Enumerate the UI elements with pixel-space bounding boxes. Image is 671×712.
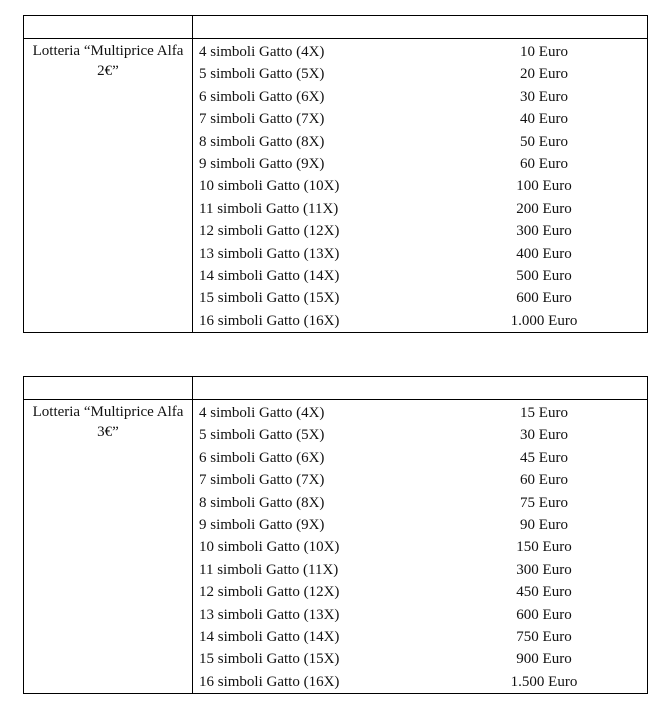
prize-amount: 300 Euro	[516, 561, 572, 578]
prize-table-2-euro	[23, 15, 648, 333]
symbol-count: 15 simboli Gatto (15X)	[199, 290, 340, 307]
header-cell-empty	[24, 377, 193, 400]
prize-amount: 1.000 Euro	[510, 312, 578, 329]
prize-row	[193, 310, 647, 332]
symbol-count: 5 simboli Gatto (5X)	[199, 427, 325, 444]
prize-row	[193, 424, 647, 446]
prize-amount: 1.500 Euro	[510, 673, 578, 690]
header-cell-empty	[24, 16, 193, 39]
prize-amount: 75 Euro	[520, 494, 568, 511]
prize-amount: 750 Euro	[516, 628, 572, 645]
table-header-row	[24, 16, 648, 39]
table-body-row	[24, 400, 648, 694]
prize-amount: 90 Euro	[520, 516, 568, 533]
prize-row	[193, 604, 647, 626]
prize-row	[193, 198, 647, 220]
symbol-count: 5 simboli Gatto (5X)	[199, 66, 325, 83]
prize-amount: 600 Euro	[516, 290, 572, 307]
prize-row	[193, 581, 647, 603]
prize-row	[193, 153, 647, 175]
prize-amount: 60 Euro	[520, 472, 568, 489]
prize-list	[193, 39, 648, 333]
prize-row	[193, 63, 647, 85]
prize-amount: 600 Euro	[516, 606, 572, 623]
prize-row	[193, 41, 647, 63]
prize-row	[193, 108, 647, 130]
prize-amount: 900 Euro	[516, 651, 572, 668]
symbol-count: 11 simboli Gatto (11X)	[199, 561, 339, 578]
lottery-label: Lotteria “Multiprice Alfa 2€”	[24, 39, 193, 333]
prize-amount: 60 Euro	[520, 155, 568, 172]
symbol-count: 8 simboli Gatto (8X)	[199, 133, 325, 150]
symbol-count: 13 simboli Gatto (13X)	[199, 606, 340, 623]
prize-amount: 100 Euro	[516, 178, 572, 195]
header-cell-empty	[193, 377, 648, 400]
symbol-count: 6 simboli Gatto (6X)	[199, 88, 325, 105]
prize-amount: 200 Euro	[516, 200, 572, 217]
prize-row	[193, 648, 647, 670]
prize-amount: 20 Euro	[520, 66, 568, 83]
prize-row	[193, 492, 647, 514]
prize-row	[193, 265, 647, 287]
symbol-count: 14 simboli Gatto (14X)	[199, 267, 340, 284]
prize-amount: 30 Euro	[520, 427, 568, 444]
prize-row	[193, 175, 647, 197]
prize-list	[193, 400, 648, 694]
prize-amount: 45 Euro	[520, 449, 568, 466]
prize-amount: 10 Euro	[520, 44, 568, 60]
prize-row	[193, 402, 647, 424]
symbol-count: 9 simboli Gatto (9X)	[199, 516, 325, 533]
table-header-row	[24, 377, 648, 400]
symbol-count: 16 simboli Gatto (16X)	[199, 312, 340, 329]
symbol-count: 6 simboli Gatto (6X)	[199, 449, 325, 466]
prize-row	[193, 447, 647, 469]
prize-amount: 30 Euro	[520, 88, 568, 105]
symbol-count: 4 simboli Gatto (4X)	[199, 44, 325, 60]
prize-row	[193, 626, 647, 648]
prize-amount: 40 Euro	[520, 111, 568, 128]
prize-row	[193, 243, 647, 265]
prize-amount: 450 Euro	[516, 584, 572, 601]
prize-row	[193, 514, 647, 536]
header-cell-empty	[193, 16, 648, 39]
symbol-count: 12 simboli Gatto (12X)	[199, 584, 340, 601]
symbol-count: 10 simboli Gatto (10X)	[199, 539, 340, 556]
prize-row	[193, 131, 647, 153]
lottery-label: Lotteria “Multiprice Alfa 3€”	[24, 400, 193, 694]
symbol-count: 9 simboli Gatto (9X)	[199, 155, 325, 172]
prize-amount: 400 Euro	[516, 245, 572, 262]
prize-row	[193, 469, 647, 491]
symbol-count: 4 simboli Gatto (4X)	[199, 405, 325, 421]
prize-table-3-euro	[23, 376, 648, 694]
symbol-count: 15 simboli Gatto (15X)	[199, 651, 340, 668]
symbol-count: 14 simboli Gatto (14X)	[199, 628, 340, 645]
symbol-count: 7 simboli Gatto (7X)	[199, 472, 325, 489]
symbol-count: 16 simboli Gatto (16X)	[199, 673, 340, 690]
symbol-count: 13 simboli Gatto (13X)	[199, 245, 340, 262]
prize-amount: 500 Euro	[516, 267, 572, 284]
prize-amount: 150 Euro	[516, 539, 572, 556]
table-body-row	[24, 39, 648, 333]
symbol-count: 12 simboli Gatto (12X)	[199, 223, 340, 240]
symbol-count: 8 simboli Gatto (8X)	[199, 494, 325, 511]
prize-row	[193, 559, 647, 581]
prize-row	[193, 86, 647, 108]
prize-row	[193, 220, 647, 242]
symbol-count: 11 simboli Gatto (11X)	[199, 200, 339, 217]
prize-amount: 15 Euro	[520, 405, 568, 421]
prize-row	[193, 287, 647, 309]
prize-amount: 50 Euro	[520, 133, 568, 150]
prize-row	[193, 536, 647, 558]
prize-amount: 300 Euro	[516, 223, 572, 240]
symbol-count: 7 simboli Gatto (7X)	[199, 111, 325, 128]
prize-row	[193, 671, 647, 693]
symbol-count: 10 simboli Gatto (10X)	[199, 178, 340, 195]
